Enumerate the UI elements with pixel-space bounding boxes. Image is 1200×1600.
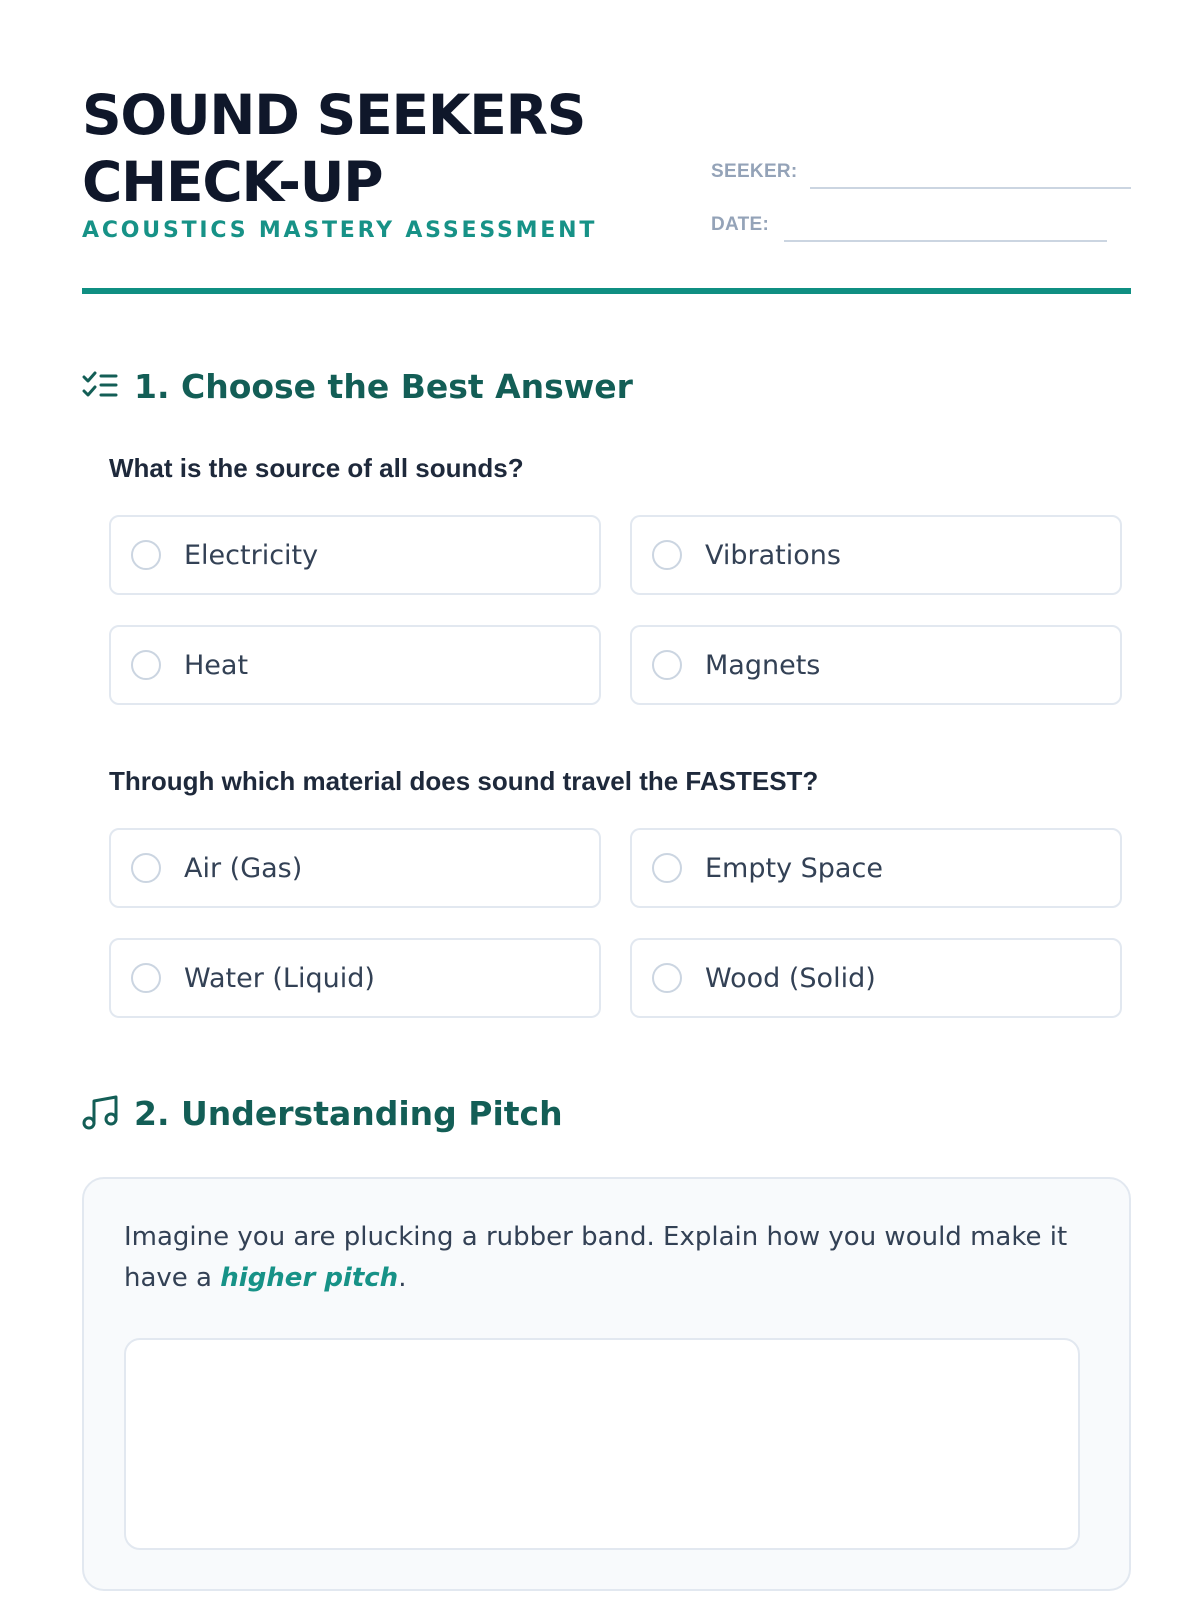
pitch-question-card (82, 1177, 1131, 1591)
section-2-heading (82, 1091, 563, 1135)
radio-button[interactable] (131, 540, 161, 570)
radio-button[interactable] (131, 853, 161, 883)
pitch-prompt (124, 1217, 1084, 1299)
pitch-answer-field[interactable] (124, 1338, 1080, 1550)
date-label: DATE: (711, 214, 770, 235)
radio-button[interactable] (652, 963, 682, 993)
header-divider (82, 288, 1131, 294)
radio-button[interactable] (652, 853, 682, 883)
q1-option-c[interactable] (109, 625, 601, 705)
option-label: Empty Space (705, 852, 883, 884)
page-title-line-1: SOUND SEEKERS (82, 83, 586, 147)
q2-option-a[interactable] (109, 828, 601, 908)
radio-button[interactable] (131, 963, 161, 993)
section-1-title: 1. Choose the Best Answer (134, 366, 633, 406)
prompt-text: Imagine you are plucking a rubber band. Explain how you would make it have a (124, 1222, 1068, 1293)
q1-option-a[interactable] (109, 515, 601, 595)
question-2-text: Through which material does sound travel the FASTEST? (109, 766, 819, 796)
prompt-emphasis: higher pitch (220, 1263, 399, 1293)
option-label: Air (Gas) (184, 852, 303, 884)
option-label: Vibrations (705, 539, 841, 571)
question-1-text: What is the source of all sounds? (109, 453, 524, 483)
option-label: Magnets (705, 649, 821, 681)
music-note-icon (82, 1094, 120, 1132)
page-subtitle: ACOUSTICS MASTERY ASSESSMENT (82, 218, 598, 243)
worksheet-page (82, 0, 1131, 1600)
q1-option-d[interactable] (630, 625, 1122, 705)
radio-button[interactable] (131, 650, 161, 680)
q2-option-d[interactable] (630, 938, 1122, 1018)
section-1-heading (82, 364, 633, 408)
q1-option-b[interactable] (630, 515, 1122, 595)
page-title-line-2: CHECK-UP (82, 150, 383, 214)
option-label: Wood (Solid) (705, 962, 876, 994)
date-field[interactable] (784, 240, 1107, 242)
prompt-end: . (398, 1263, 407, 1293)
checklist-icon (82, 367, 120, 405)
option-label: Heat (184, 649, 249, 681)
seeker-name-field[interactable] (810, 187, 1131, 189)
option-label: Water (Liquid) (184, 962, 375, 994)
section-2-title: 2. Understanding Pitch (134, 1093, 563, 1133)
option-label: Electricity (184, 539, 319, 571)
q2-option-b[interactable] (630, 828, 1122, 908)
seeker-label: SEEKER: (711, 161, 798, 182)
q2-option-c[interactable] (109, 938, 601, 1018)
radio-button[interactable] (652, 540, 682, 570)
radio-button[interactable] (652, 650, 682, 680)
